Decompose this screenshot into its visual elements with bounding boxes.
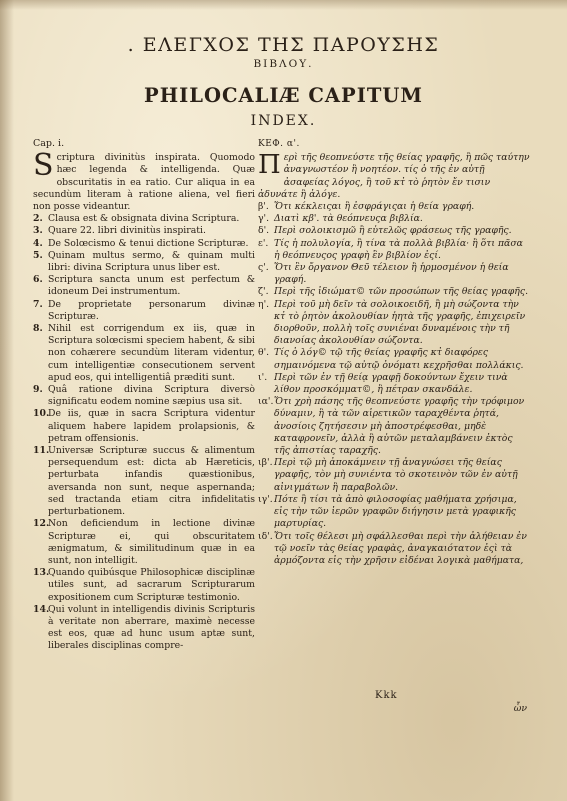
greek-index-column [258, 138, 530, 567]
index-entry [33, 518, 255, 567]
index-entry [258, 152, 530, 201]
entry-text: Non deficiendum in lectione divinæ Scripturæ ei, qui obscuritatem ænigmatum, & similitudinum quæ in ea sunt, non intelligit. [48, 518, 255, 566]
entry-number: ε'. [258, 237, 269, 249]
index-entry [258, 225, 530, 237]
index-entry [258, 262, 530, 286]
index-entry [33, 567, 255, 604]
entry-text: Περὶ τῷ μὴ ἀποκάμνειν τῇ ἀναγνώσει τῆς θείας γραφῆς, τὸν μὴ συνιέντα τὸ σκοτεινὸν τῶν ἐν αὐτῇ αἰνιγμάτων ἢ παραβολῶν. [274, 457, 518, 493]
entry-number: ζ'. [258, 286, 269, 298]
latin-entry-list [33, 213, 255, 652]
entry-number: 3. [33, 225, 43, 237]
entry-text: Τίς ἡ πολυλογία, ἢ τίνα τὰ πολλὰ βιβλία· ἢ ὅτι πᾶσα ἡ θεόπνευςος γραφὴ ἓν βιβλίον ἐςί. [274, 237, 523, 261]
entry-text: Quinam multus sermo, & quinam multi libri: divina Scriptura unus liber est. [48, 249, 255, 274]
index-entry [258, 531, 530, 568]
entry-number: ς'. [258, 262, 269, 274]
entry-text: Περὶ τῶν ἐν τῇ θείᾳ γραφῇ δοκούντων ἔχειν τινὰ λίθον προσκόμματ©, ἢ πέτραν σκανδάλε. [274, 371, 508, 396]
index-entry [33, 250, 255, 274]
entry-number: 6. [33, 274, 43, 286]
entry-text: De iis, quæ in sacra Scriptura videntur aliquem habere lapidem prolapsionis, & petram offensionis. [48, 408, 255, 444]
latin-title: PHILOCALIÆ CAPITUM [144, 84, 423, 107]
entry-number: ιδ'. [258, 530, 273, 542]
drop-capital: Π [258, 150, 281, 181]
index-entry [33, 148, 255, 213]
entry-text: Ὅτι κέκλειςαι ἢ ἐσφράγιςαι ἡ θεία γραφή. [274, 201, 475, 213]
entry-text: De Solœcismo & tenui dictione Scripturæ. [48, 237, 249, 249]
index-entry [33, 299, 255, 323]
entry-text: Nihil est corrigendum ex iis, quæ in Scriptura solœcismi speciem habent, & sibi non cohærere secundùm literam videntur, cum intelligentiæ consecutionem servent apud eos, qui intelligentiâ præditi sunt. [48, 323, 255, 383]
entry-number: η'. [258, 298, 270, 310]
chapter-label: Cap. i. [33, 138, 65, 149]
entry-text: Περὶ σολοικισμῶ ἢ εὐτελῶς φράσεως τῆς γραφῆς. [274, 225, 512, 237]
entry-text: Quando quibúsque Philosophicæ disciplinæ utiles sunt, ad sacrarum Scripturarum expositionem cum Scripturæ testimonio. [48, 567, 255, 603]
signature-mark: Kkk [375, 690, 398, 701]
page-top-shadow [0, 0, 567, 10]
entry-text: Clausa est & obsignata divina Scriptura. [48, 213, 240, 225]
entry-text: ερὶ τῆς θεοπνεύστε τῆς θείας γραφῆς, ἢ πῶς ταύτην ἀναγνωστέον ἢ νοητέον. τίς ὁ τῆς ἐν αὐτῇ ἀσαφείας λόγος, ἢ τοῦ κτ̓ τὸ ῥητὸν ἔν τισιν ἀδυνάτε ἢ ἀλόγε. [258, 152, 530, 200]
entry-text: Scriptura sancta unum est perfectum & idoneum Dei instrumentum. [48, 274, 255, 298]
entry-number: 14. [33, 603, 50, 615]
entry-number: 9. [33, 384, 43, 396]
index-entry [258, 494, 530, 531]
index-entry [33, 445, 255, 518]
entry-text: Περὶ τοῦ μὴ δεῖν τὰ σολοικοειδῆ, ἢ μὴ σώζοντα τὴν κτ̓ τὸ ῥητὸν ἀκολουθίαν ἡητὰ τῆς γραφῆς, ἐπιχειρεῖν διορθοῦν, πολλὴ τοῖς συνιέναι δυναμένοις τὴν τῆ διανοίας ἀκολουθίαν σώζοντα. [274, 298, 526, 347]
entry-number: ιβ'. [258, 457, 273, 469]
entry-text: Τίς ὁ λόγ© τῷ τῆς θείας γραφῆς κτ̓ διαφόρες σημαινόμενα τῷ αὐτῷ ὀνόματι κεχρῆσθαι πολλάκις. [274, 347, 524, 371]
latin-index-column [33, 138, 255, 653]
index-entry [258, 238, 530, 262]
catchword: ὧν [513, 703, 527, 714]
entry-number: ιγ'. [258, 493, 273, 505]
index-entry [258, 213, 530, 225]
index-entry [258, 396, 530, 457]
entry-number: ια'. [258, 396, 274, 408]
index-entry [33, 225, 255, 237]
greek-entry-list [258, 201, 530, 567]
index-entry [33, 323, 255, 384]
entry-text: Ὅτι χρὴ πάσης τῆς θεοπνεύστε γραφῆς τὴν τρόφιμον δύναμιν, ἢ τὰ τῶν αἱρετικῶν ταραχθέντα ῥητά, ἀνοσίοις ζητήσεσιν μὴ ἀποστρέφεσθαι, μηδὲ καταφρονεῖν, ἀλλὰ ἢ αὐτῶν μεταλαμβάνειν ἐκτὸς τῆς ἀπιστίας ταραχῆς. [274, 396, 525, 457]
index-entry [33, 384, 255, 408]
drop-capital: S [33, 148, 54, 184]
entry-number: δ'. [258, 225, 270, 237]
index-entry [33, 238, 255, 250]
entry-number: 13. [33, 567, 50, 579]
greek-subtitle: ΒΙΒΛΟΥ. [253, 58, 314, 70]
entry-number: 12. [33, 518, 50, 530]
index-entry [258, 201, 530, 213]
index-entry [258, 299, 530, 348]
entry-number: 4. [33, 237, 43, 249]
entry-text: De proprietate personarum divinæ Scripturæ. [48, 298, 255, 322]
entry-number: ι'. [258, 371, 268, 383]
entry-text: Ὅτι ἓν ὄργανον Θεῦ τέλειον ἢ ἡρμοσμένον ἡ θεία γραφή. [274, 262, 509, 286]
entry-text: Ὅτι τοῖς θέλεσι μὴ σφάλλεσθαι περὶ τὴν ἀλήθειαν ἐν τῷ νοεῖν τὰς θείας γραφὰς, ἀναγκαιότατον ἐςὶ τὰ ἁρμόζοντα εἰς τὴν χρῆσιν εἰδέναι λογικὰ μαθήματα, [274, 530, 527, 566]
index-entry [33, 213, 255, 225]
entry-text: Quâ ratione divina Scriptura diversò significatu eodem nomine sæpius usa sit. [48, 384, 255, 408]
greek-title: . ΕΛΕΓΧΟΣ ΤΗΣ ΠΑΡΟΥΣΗΣ [127, 34, 440, 56]
index-entry [258, 457, 530, 494]
entry-text: Περὶ τῆς ἰδιώματ© τῶν προσώπων τῆς θείας γραφῆς. [274, 286, 529, 298]
entry-number: 2. [33, 213, 43, 225]
entry-number: β'. [258, 201, 269, 213]
entry-number: 7. [33, 298, 43, 310]
entry-number: θ'. [258, 347, 270, 359]
entry-number: 5. [33, 249, 43, 261]
index-entry [258, 372, 530, 396]
index-entry [258, 286, 530, 298]
index-entry [33, 604, 255, 653]
entry-text: Quare 22. libri divinitùs inspirati. [48, 225, 206, 237]
entry-text: Πότε ἢ τίσι τὰ ἀπὸ φιλοσοφίας μαθήματα χρήσιμα, εἰς τὴν τῶν ἱερῶν γραφῶν διήγησιν μετὰ γραφικῆς μαρτυρίας. [274, 493, 517, 530]
entry-text: Qui volunt in intelligendis divinis Scripturis à veritate non aberrare, maximè necesse est eos, quæ ad hunc usum aptæ sunt, liberales disciplinas compre- [48, 603, 255, 652]
entry-number: 11. [33, 445, 50, 457]
entry-text: criptura divinitùs inspirata. Quomodo hæc legenda & intelligenda. Quæ obscuritatis in ea ratio. Cur aliqua in ea secundùm literam à ratione aliena, vel fieri non posse videantur. [33, 152, 255, 213]
index-entry [258, 347, 530, 371]
entry-number: 10. [33, 408, 50, 420]
entry-text: Universæ Scripturæ succus & alimentum persequendum est: dicta ab Hæreticis, perturbata infandis quæstionibus, aversanda non sunt, neque aspernanda; sed tractanda etiam citra infidelitatis perturbationem. [48, 445, 255, 518]
latin-subtitle: INDEX. [250, 113, 317, 129]
index-entry [33, 408, 255, 445]
entry-number: γ'. [258, 213, 270, 225]
entry-number: 8. [33, 323, 43, 335]
index-entry [33, 274, 255, 298]
entry-text: Διατὶ κβ'. τὰ θεόπνευςα βιβλία. [274, 213, 423, 225]
chapter-label: ΚΕΦ. α'. [258, 139, 300, 149]
